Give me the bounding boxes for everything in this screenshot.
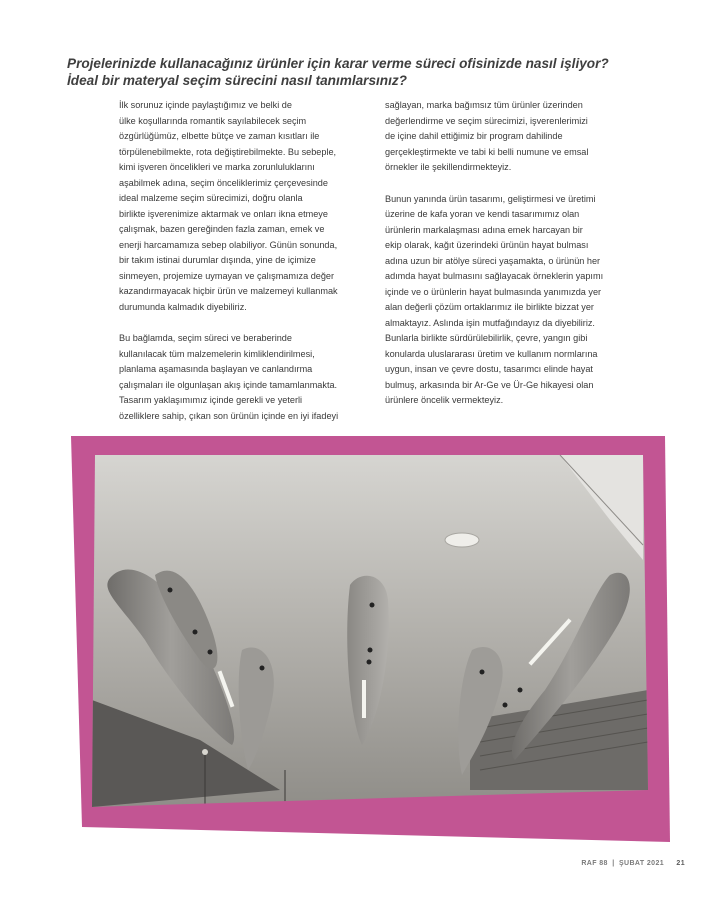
footer-separator: | [612, 860, 615, 867]
text-line: ideal malzeme seçim sürecimizi, doğru olanla [119, 193, 303, 203]
text-line: Tasarım yaklaşımımız içinde gerekli ve yeterli [119, 395, 303, 405]
text-line: ürünlerin markalaşması adına emek harcayan bir [385, 224, 583, 235]
text-line: kimi işveren öncelikleri ve marka zorunluluklarını [119, 162, 315, 172]
text-line: gerçekleştirmekte ve tabi ki belli numune ve emsal [385, 146, 589, 157]
text-line: ülke koşullarında romantik sayılabilecek seçim [119, 115, 307, 126]
question-line-2: İdeal bir materyal seçim sürecini nasıl tanımlarsınız? [67, 73, 407, 88]
text-line: üzerine de kafa yoran ve kendi tasarımımız olan [385, 209, 580, 219]
text-line: sağlayan, marka bağımsız tüm ürünler üzerinden [385, 100, 583, 110]
text-line: konularda uluslararası üretim ve kullanım normlarına [385, 348, 598, 359]
text-line: almaktayız. Aslında işin mutfağındayız da diyebiliriz. [385, 317, 595, 328]
magazine-name: RAF 88 [581, 860, 608, 867]
text-line: kazandırmayacak hiçbir ürün ve malzemeyi kullanmak [119, 286, 338, 296]
text-line: özelliklere sahip, çıkan son ürünün içinde en iyi ifadeyi [119, 410, 339, 421]
text-line: İlk sorunuz içinde paylaştığımız ve belki de [119, 100, 292, 110]
text-line: ekip olarak, kağıt üzerindeki ürünün hayat bulması [385, 240, 589, 250]
text-line: Bu bağlamda, seçim süreci ve beraberinde [119, 333, 292, 343]
text-line: de içine dahil ettiğimiz bir program dahilinde [385, 131, 563, 141]
text-line: adımda hayat bulmasını sağlayacak örneklerin yapımı [385, 271, 604, 281]
page-footer [581, 860, 685, 867]
text-line: birlikte işverenimize aktarmak ve onları ikna etmeye [119, 208, 328, 219]
text-line: törpülenebilmekte, rota değiştirebilmekte. Bu sebeple, [119, 146, 337, 157]
text-line: değerlendirme ve seçim sürecimizi, işverenlerimizi [385, 115, 588, 126]
text-line: ürünlere öncelik vermekteyiz. [385, 395, 504, 405]
text-line: Bunlarla birlikte sürdürülebilirlik, çevre, yangın gibi [385, 333, 588, 343]
text-line: aşabilmek adına, seçim önceliklerimiz çerçevesinde [119, 177, 328, 188]
text-line: durumunda kalmadık diyebiliriz. [119, 301, 247, 312]
text-line: sinmeyen, projemize uymayan ve çalışmamıza değer [119, 270, 335, 281]
text-line: örnekler ile şekillendirmekteyiz. [385, 162, 512, 172]
text-line: içinde ve o ürünlerin hayat bulmasında yanımızda yer [385, 286, 602, 297]
text-line: bir takım istinai durumlar dışında, yine de içimize [119, 255, 316, 265]
text-line: uygun, insan ve çevre dostu, tasarımcı elinde hayat [385, 364, 593, 374]
photo-content [90, 450, 650, 810]
text-line: özgürlüğümüz, elbette bütçe ve zaman kısıtları ile [119, 131, 320, 141]
text-line: planlama aşamasında başlayan ve canlandırma [119, 364, 313, 374]
text-line: adına uzun bir atölye süreci yaşamakta, o ürünün her [385, 255, 601, 266]
question-line-1: Projelerinizde kullanacağınız ürünler için karar verme süreci ofisinizde nasıl işliyor? [67, 56, 609, 71]
text-line: enerji harcamamıza sebep olabiliyor. Günün sonunda, [119, 239, 338, 250]
text-line: alan değerli çözüm ortaklarımız ile birlikte bizzat yer [385, 302, 594, 312]
issue-date: ŞUBAT 2021 [618, 860, 665, 867]
text-line: bulmuş, arkasında bir Ar-Ge ve Ür-Ge hikayesi olan [385, 379, 594, 390]
text-line: çalışmaları ile olgunlaşan akış içinde tamamlanmakta. [119, 379, 338, 390]
text-line: kullanılacak tüm malzemelerin kimliklendirilmesi, [119, 348, 315, 359]
page-number: 21 [676, 860, 685, 867]
text-line: çalışmak, bazen gereğinden fazla zaman, emek ve [119, 224, 325, 234]
text-line: Bunun yanında ürün tasarımı, geliştirmesi ve üretimi [385, 193, 596, 204]
